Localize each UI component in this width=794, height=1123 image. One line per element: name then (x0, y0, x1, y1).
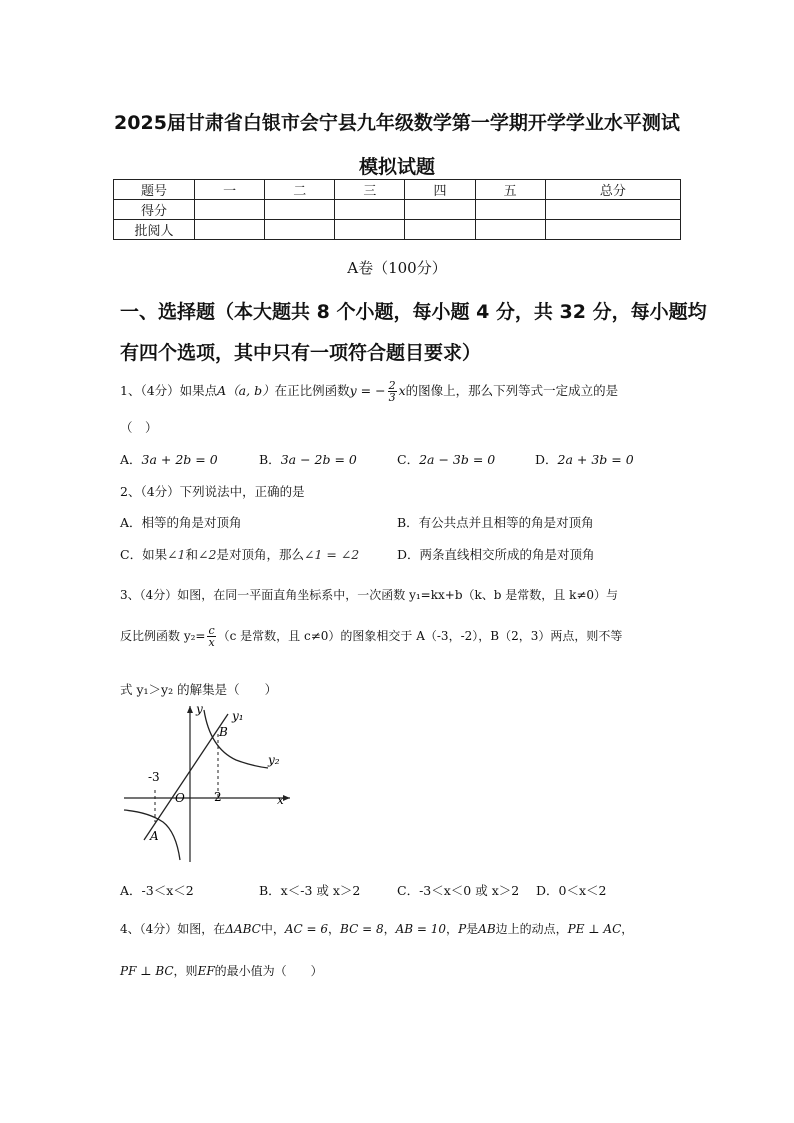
q4-zhong: 中， (260, 922, 285, 936)
score-table-header-cell: 二 (265, 180, 335, 200)
question-3-line1: 3、（4分）如图，在同一平面直角坐标系中，一次函数 y₁=kx+b（k、b 是常数，且 k≠0）与 (120, 588, 619, 602)
score-cell (195, 200, 265, 220)
graph-label-y2: y₂ (268, 753, 280, 767)
document-title-line1: 2025届甘肃省白银市会宁县九年级数学第一学期开学学业水平测试 (114, 112, 680, 134)
q2-c-mid: 是对顶角，那么 (216, 547, 304, 562)
score-cell (335, 200, 405, 220)
q1-option-b-letter: B． (259, 452, 281, 467)
y-axis-arrow (187, 706, 193, 713)
q4-pf: PF ⊥ BC (120, 964, 174, 978)
q3-frac-den: x (208, 636, 215, 649)
graph-label-y: y (196, 702, 203, 716)
score-table-header-cell: 一 (195, 180, 265, 200)
graph-label-two: 2 (214, 790, 222, 804)
q3-frac-num: c (208, 624, 215, 637)
q4-triangle: ΔABC (225, 922, 261, 936)
q2-option-c (120, 545, 359, 563)
q4-ze: ，则 (173, 964, 198, 978)
reviewer-cell (335, 220, 405, 240)
reviewer-row (114, 220, 681, 240)
question-4-line2 (120, 962, 323, 979)
q2-c-and: 和 (185, 547, 199, 562)
question-3-line2 (120, 625, 622, 648)
q1-option-c (397, 450, 495, 468)
q3-fraction (207, 625, 215, 648)
score-cell (405, 200, 475, 220)
q4-p: P (458, 922, 467, 936)
q4-tail: 的最小值为（ ） (214, 964, 323, 978)
q3-option-c: C．-3＜x＜0 或 x＞2 (397, 883, 520, 898)
q4-pe: PE ⊥ AC (567, 922, 622, 936)
score-cell (545, 200, 680, 220)
q4-prefix: 4、（4分）如图，在 (120, 922, 226, 936)
q1-option-d-letter: D． (535, 452, 558, 467)
q1-option-b-text: 3a − 2b = 0 (280, 452, 357, 467)
q1-fraction (388, 380, 397, 403)
reviewer-cell (265, 220, 335, 240)
question-1-stem (120, 380, 618, 403)
question-3-line3: 式 y₁＞y₂ 的解集是（ ） (120, 682, 278, 697)
graph-label-origin: O (175, 791, 185, 805)
score-table-header-cell: 四 (405, 180, 475, 200)
q3-option-d: D．0＜x＜2 (536, 883, 607, 898)
score-row-label: 得分 (114, 200, 195, 220)
q1-option-c-text: 2a − 3b = 0 (419, 452, 496, 467)
q2-c-prefix: C．如果 (120, 547, 168, 562)
q3-function-graph (118, 700, 298, 870)
score-table-header-cell: 总分 (545, 180, 680, 200)
reviewer-cell (475, 220, 545, 240)
q1-option-d-text: 2a + 3b = 0 (557, 452, 634, 467)
graph-label-y1: y₁ (232, 709, 244, 723)
q4-ab: AB = 10 (395, 922, 447, 936)
q1-frac-den: 3 (388, 391, 396, 404)
section1-heading-line1: 一、选择题（本大题共 8 个小题，每小题 4 分，共 32 分，每小题均 (120, 301, 707, 323)
q2-c-angle1: ∠1 (167, 547, 186, 562)
q3-line2-prefix: 反比例函数 y₂= (120, 629, 206, 643)
q3-option-b: B．x＜-3 或 x＞2 (259, 883, 361, 898)
q1-prefix: 1、（4分）如果点 (120, 383, 218, 398)
q1-point: A（a, b） (217, 383, 275, 398)
q4-ef: EF (197, 964, 215, 978)
reviewer-row-label: 批阅人 (114, 220, 195, 240)
q1-option-a-letter: A． (120, 452, 142, 467)
score-table-header-cell: 三 (335, 180, 405, 200)
graph-label-a: A (150, 829, 159, 843)
score-table-header-row (114, 180, 681, 200)
section1-heading-line2: 有四个选项，其中只有一项符合题目要求） (120, 342, 482, 364)
q4-ab2: AB (478, 922, 496, 936)
q1-func-var: x (398, 383, 406, 398)
q4-ac: AC = 6 (284, 922, 329, 936)
volume-heading: A卷（100分） (347, 259, 447, 277)
question-1-paren: （ ） (120, 420, 158, 435)
graph-label-neg3: -3 (148, 770, 160, 784)
q1-option-d (535, 450, 634, 468)
q3-line2-suffix: （c 是常数，且 c≠0）的图象相交于 A（-3，-2），B（2，3）两点，则不等 (217, 629, 623, 643)
q1-option-a-text: 3a + 2b = 0 (141, 452, 218, 467)
score-table (113, 179, 681, 240)
reviewer-cell (545, 220, 680, 240)
score-row (114, 200, 681, 220)
q2-option-b: B．有公共点并且相等的角是对顶角 (397, 515, 594, 530)
q1-suffix: 的图像上，那么下列等式一定成立的是 (405, 383, 619, 398)
q1-option-a (120, 450, 218, 468)
q4-edge: 边上的动点， (495, 922, 568, 936)
q1-mid: 在正比例函数 (274, 383, 350, 398)
q4-shi: 是 (466, 922, 479, 936)
q1-option-b (259, 450, 357, 468)
q4-bc: BC = 8 (340, 922, 384, 936)
graph-label-x: x (277, 793, 284, 807)
q1-frac-num: 2 (388, 379, 396, 392)
x-axis-arrow (283, 795, 290, 801)
score-cell (475, 200, 545, 220)
q1-func-lhs: y = − (349, 383, 386, 398)
graph-label-b: B (219, 725, 228, 739)
score-cell (265, 200, 335, 220)
question-2-stem: 2、（4分）下列说法中，正确的是 (120, 484, 305, 499)
q2-option-d: D．两条直线相交所成的角是对顶角 (397, 547, 595, 562)
q2-c-equation: ∠1 = ∠2 (303, 547, 360, 562)
reviewer-cell (405, 220, 475, 240)
question-4-line1: 4、（4分）如图，在ΔABC中，AC = 6，BC = 8，AB = 10，P是AB边上的动点，PE ⊥ AC， (120, 922, 634, 936)
score-table-header-cell: 五 (475, 180, 545, 200)
q2-c-angle2: ∠2 (198, 547, 217, 562)
q1-option-c-letter: C． (397, 452, 420, 467)
reviewer-cell (195, 220, 265, 240)
document-title-line2: 模拟试题 (358, 156, 435, 178)
q2-option-a: A．相等的角是对顶角 (120, 515, 242, 530)
score-table-header-cell: 题号 (114, 180, 195, 200)
q3-option-a: A．-3＜x＜2 (120, 883, 194, 898)
